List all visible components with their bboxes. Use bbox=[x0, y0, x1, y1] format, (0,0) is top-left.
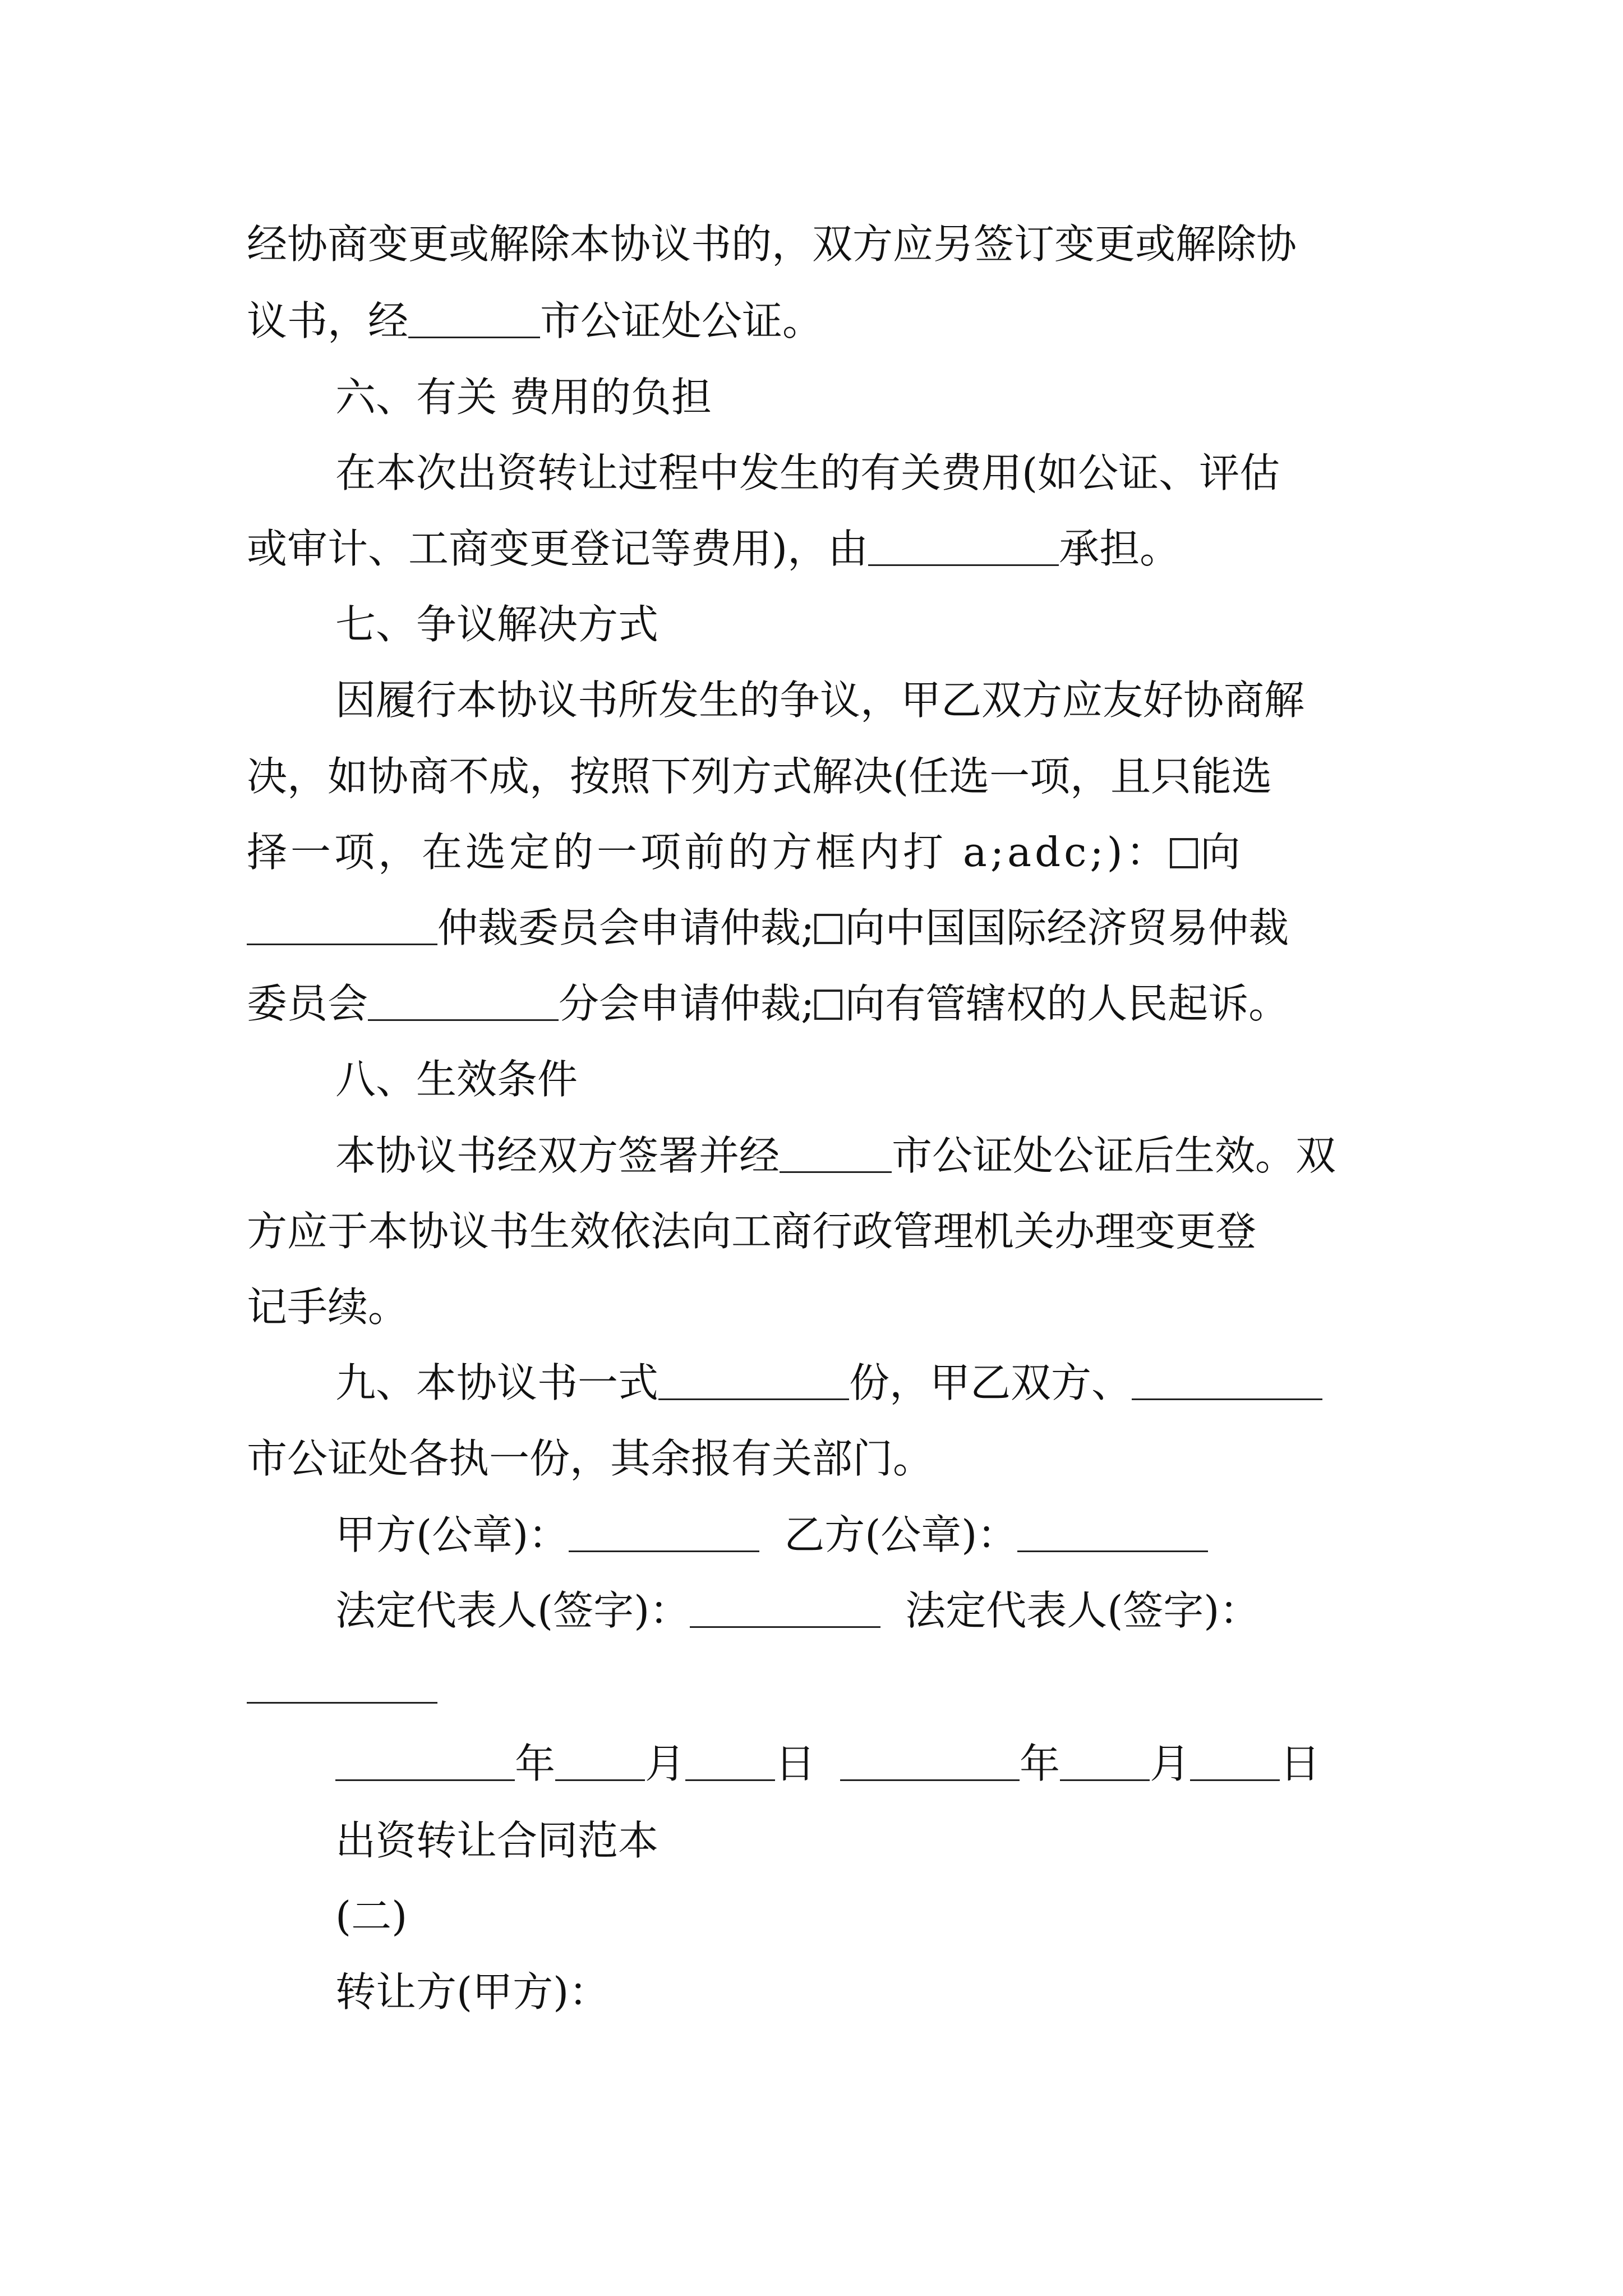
party-a-seal-blank[interactable] bbox=[569, 1510, 759, 1552]
rep-b-blank[interactable] bbox=[247, 1662, 437, 1704]
text: 市公证处公证。 bbox=[540, 297, 823, 344]
section-7-heading: 七、争议解决方式 bbox=[335, 601, 659, 648]
paragraph-line bbox=[247, 1430, 933, 1487]
year-blank[interactable] bbox=[335, 1739, 515, 1781]
signature-rep-row bbox=[335, 1582, 1260, 1639]
fill-blank[interactable] bbox=[868, 524, 1059, 566]
section-heading bbox=[335, 369, 712, 425]
text: 承担。 bbox=[1059, 525, 1181, 572]
section-8-heading: 八、生效条件 bbox=[335, 1056, 578, 1103]
text: 决，如协商不成，按照下列方式解决(任选一项，且只能选 bbox=[247, 753, 1272, 800]
text: 经协商变更或解除本协议书的，双方应另签订变更或解除协 bbox=[247, 220, 1297, 268]
paragraph-line bbox=[247, 293, 823, 349]
party-b-seal-label: 乙方(公章)： bbox=[784, 1511, 1018, 1558]
text: 九、本协议书一式 bbox=[335, 1359, 659, 1406]
text: 方应于本协议书生效依法向工商行政管理机关办理变更登 bbox=[247, 1208, 1257, 1255]
paragraph-line bbox=[335, 1355, 1322, 1411]
year-blank[interactable] bbox=[840, 1739, 1020, 1781]
paragraph-line bbox=[247, 824, 1244, 880]
day-blank[interactable] bbox=[685, 1739, 775, 1781]
paragraph-line bbox=[247, 976, 1289, 1032]
fill-blank[interactable] bbox=[247, 903, 437, 945]
next-contract-title: 出资转让合同范本 bbox=[335, 1817, 659, 1864]
day-label: 日 bbox=[1280, 1740, 1321, 1787]
next-contract-number: (二) bbox=[335, 1893, 408, 1940]
signature-seal-row bbox=[335, 1507, 1208, 1563]
text: 记手续。 bbox=[247, 1283, 409, 1331]
text: 因履行本协议书所发生的争议，甲乙双方应友好协商解 bbox=[335, 677, 1305, 724]
month-blank[interactable] bbox=[555, 1739, 645, 1781]
transferor-label: 转让方(甲方)： bbox=[335, 1968, 610, 2016]
text: 议书，经 bbox=[247, 297, 409, 344]
paragraph-line bbox=[247, 521, 1180, 577]
text: 向有管辖权的人民起诉。 bbox=[845, 980, 1289, 1027]
text: 市公证处各执一份，其余报有关部门。 bbox=[247, 1435, 934, 1482]
text: 择一项，在选定的一项前的方框内打 a;adc;)： bbox=[247, 829, 1170, 876]
day-label: 日 bbox=[775, 1740, 816, 1787]
fill-blank[interactable] bbox=[368, 979, 559, 1021]
text: 委员会 bbox=[247, 980, 368, 1027]
fill-blank[interactable] bbox=[780, 1131, 892, 1173]
section-heading bbox=[335, 596, 658, 652]
paragraph-line bbox=[247, 1203, 1256, 1259]
transferor-line bbox=[335, 1964, 609, 2020]
paragraph-line bbox=[247, 1279, 408, 1335]
paragraph-line bbox=[335, 445, 1280, 501]
rep-a-blank[interactable] bbox=[690, 1586, 880, 1628]
fill-blank[interactable] bbox=[408, 296, 540, 338]
paragraph-line bbox=[335, 672, 1304, 728]
text: 向 bbox=[1200, 829, 1244, 876]
party-a-seal-label: 甲方(公章)： bbox=[335, 1511, 569, 1558]
month-label: 月 bbox=[645, 1740, 686, 1787]
date-row bbox=[335, 1736, 1320, 1792]
text: 仲裁委员会申请仲裁; bbox=[437, 904, 815, 951]
rep-b-label: 法定代表人(签字)： bbox=[905, 1587, 1260, 1634]
fill-blank[interactable] bbox=[1132, 1358, 1322, 1400]
day-blank[interactable] bbox=[1190, 1739, 1280, 1781]
text: 向中国国际经济贸易仲裁 bbox=[845, 904, 1289, 951]
party-b-seal-blank[interactable] bbox=[1017, 1510, 1208, 1552]
paragraph-line bbox=[335, 1128, 1336, 1184]
checkbox[interactable] bbox=[1170, 838, 1198, 868]
text: 市公证处公证后生效。双 bbox=[892, 1132, 1336, 1179]
paragraph-line bbox=[247, 900, 1289, 956]
checkbox[interactable] bbox=[814, 914, 842, 944]
text: 本协议书经双方签署并经 bbox=[335, 1132, 780, 1179]
text: 或审计、工商变更登记等费用)，由 bbox=[247, 525, 869, 572]
checkbox[interactable] bbox=[814, 990, 842, 1020]
month-label: 月 bbox=[1150, 1740, 1191, 1787]
fill-blank[interactable] bbox=[658, 1358, 849, 1400]
paragraph-line bbox=[247, 748, 1272, 804]
text: 份，甲乙双方、 bbox=[849, 1359, 1132, 1406]
signature-rep-b-line bbox=[247, 1658, 437, 1714]
rep-a-label: 法定代表人(签字)： bbox=[335, 1587, 690, 1634]
contract-title bbox=[335, 1812, 658, 1869]
paragraph-line bbox=[247, 216, 1297, 272]
section-heading bbox=[335, 1051, 578, 1107]
year-label: 年 bbox=[1020, 1740, 1061, 1787]
text: 在本次出资转让过程中发生的有关费用(如公证、评估 bbox=[335, 449, 1280, 496]
contract-number bbox=[335, 1888, 407, 1944]
text: 分会申请仲裁; bbox=[559, 980, 815, 1027]
month-blank[interactable] bbox=[1060, 1739, 1150, 1781]
year-label: 年 bbox=[515, 1740, 556, 1787]
section-6-heading: 六、有关 费用的负担 bbox=[335, 374, 712, 421]
